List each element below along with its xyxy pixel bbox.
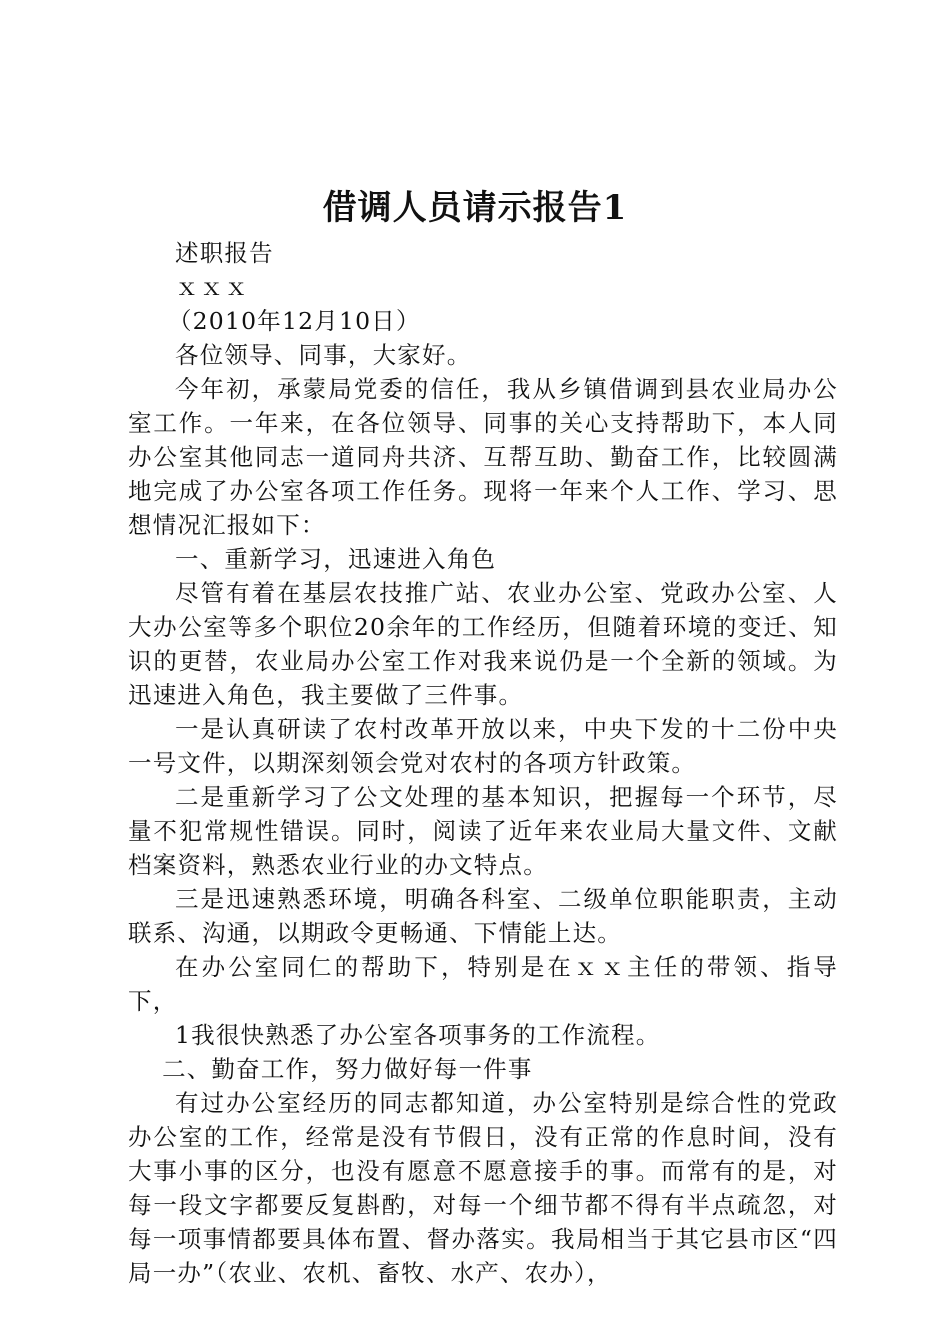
document-body [128,236,838,1290]
paragraph-item-1: 一是认真研读了农村改革开放以来，中央下发的十二份中央一号文件，以期深刻领会党对农村的各项方针政策。 [128,715,838,777]
paragraph-item-3: 三是迅速熟悉环境，明确各科室、二级单位职能职责，主动联系、沟通，以期政令更畅通、下情能上达。 [128,885,838,947]
paragraph-item-2: 二是重新学习了公文处理的基本知识，把握每一个环节，尽量不犯常规性错误。同时，阅读了近年来农业局大量文件、文献档案资料，熟悉农业行业的办文特点。 [128,783,838,879]
paragraph-greeting: 各位领导、同事，大家好。 [175,341,472,369]
paragraph-continued: 1我很快熟悉了办公室各项事务的工作流程。 [175,1021,661,1049]
paragraph-author: ｘｘｘ [175,273,250,301]
paragraph-guidance: 在办公室同仁的帮助下，特别是在ｘｘ主任的带领、指导下， [128,953,838,1015]
paragraph-section1-intro: 尽管有着在基层农技推广站、农业办公室、党政办公室、人大办公室等多个职位20余年的工作经历，但随着环境的变迁、知识的更替，农业局办公室工作对我来说仍是一个全新的领域。为迅速进入角色，我主要做了三件事。 [128,579,838,709]
section-heading-2: 二、勤奋工作，努力做好每一件事 [162,1055,533,1083]
section-heading-1: 一、重新学习，迅速进入角色 [175,545,497,573]
paragraph-section2-body: 有过办公室经历的同志都知道，办公室特别是综合性的党政办公室的工作，经常是没有节假日，没有正常的作息时间，没有大事小事的区分，也没有愿意不愿意接手的事。而常有的是，对每一段文字都要反复斟酌，对每一个细节都不得有半点疏忽，对每一项事情都要具体布置、督办落实。我局相当于其它县市区“四局一办”（农业、农机、畜牧、水产、农办）， [128,1089,838,1287]
paragraph-report-type: 述职报告 [175,239,274,267]
document-title: 借调人员请示报告1 [322,188,628,228]
paragraph-date: （2010年12月10日） [167,307,421,335]
paragraph-intro: 今年初，承蒙局党委的信任，我从乡镇借调到县农业局办公室工作。一年来，在各位领导、同事的关心支持帮助下，本人同办公室其他同志一道同舟共济、互帮互助、勤奋工作，比较圆满地完成了办公室各项工作任务。现将一年来个人工作、学习、思想情况汇报如下： [128,375,838,539]
